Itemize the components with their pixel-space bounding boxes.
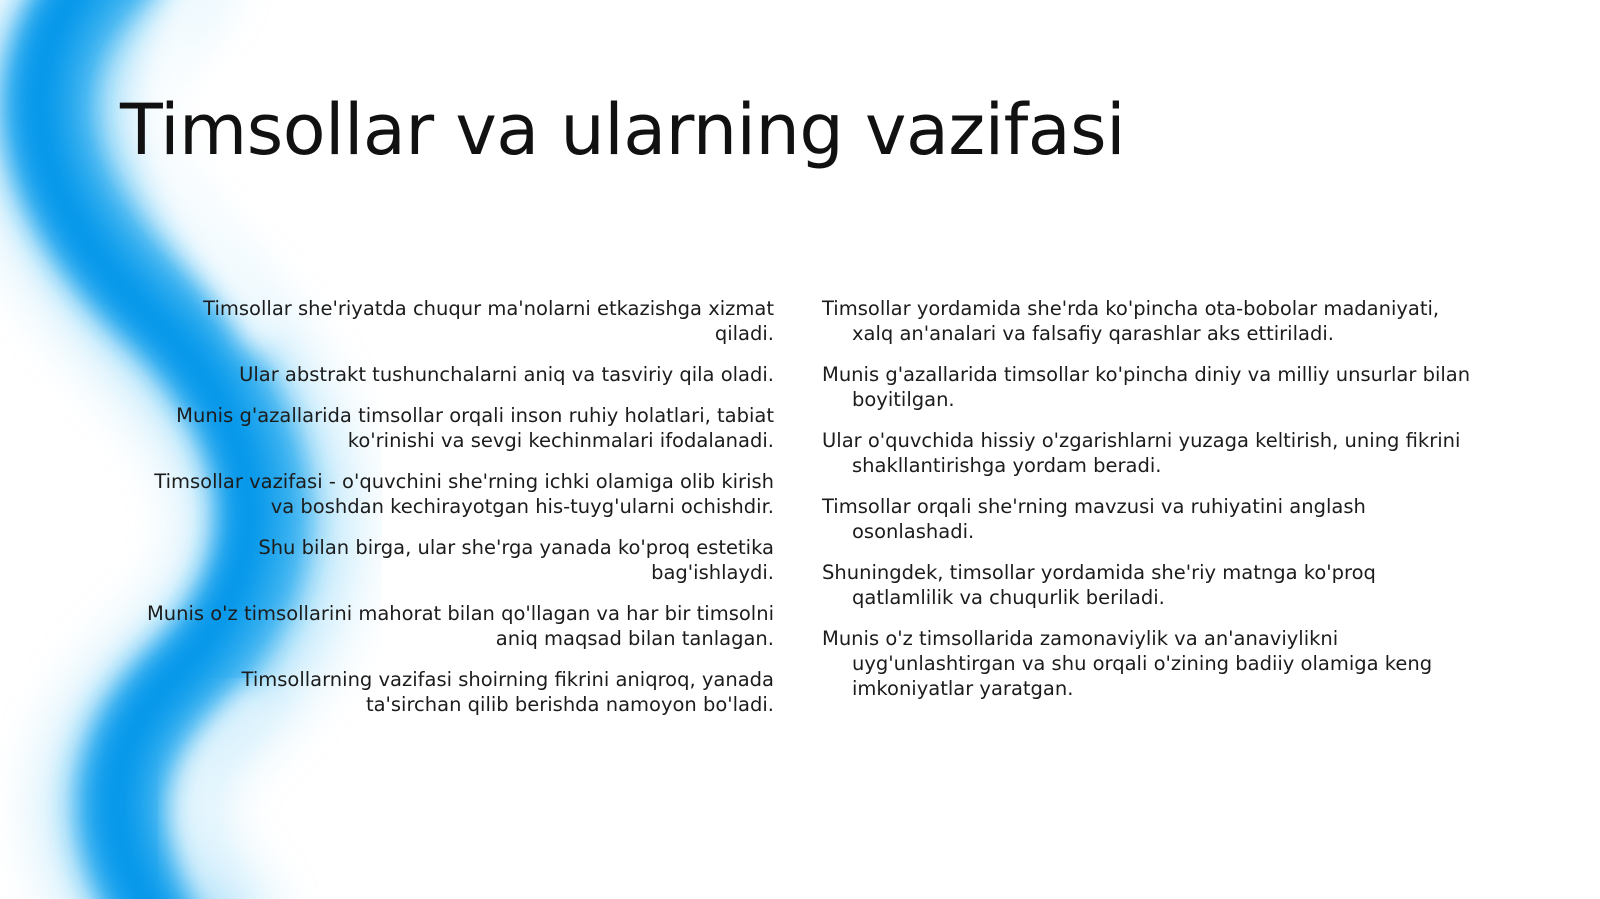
left-paragraph: Timsollar vazifasi - o'quvchini she'rning ichki olamiga olib kirish va boshdan kechirayotgan his-tuyg'ularni ochishdir. [154,470,774,518]
left-paragraph: Shu bilan birga, ular she'rga yanada ko'proq estetika bag'ishlaydi. [258,536,774,584]
right-paragraph: Munis g'azallarida timsollar ko'pincha diniy va milliy unsurlar bilan boyitilgan. [822,363,1471,411]
left-paragraph: Timsollarning vazifasi shoirning fikrini aniqroq, yanada ta'sirchan qilib berishda namoyon bo'ladi. [241,668,774,716]
left-paragraph: Timsollar she'riyatda chuqur ma'nolarni etkazishga xizmat qiladi. [203,297,774,345]
left-text-column [140,296,774,733]
right-paragraph: Timsollar yordamida she'rda ko'pincha ota-bobolar madaniyati, xalq an'analari va falsafiy qarashlar aks ettiriladi. [822,297,1440,345]
left-paragraph: Munis g'azallarida timsollar orqali inson ruhiy holatlari, tabiat ko'rinishi va sevgi kechinmalari ifodalanadi. [176,404,774,452]
right-paragraph: Ular o'quvchida hissiy o'zgarishlarni yuzaga keltirish, uning fikrini shakllantirishga yordam beradi. [822,429,1461,477]
left-paragraph: Munis o'z timsollarini mahorat bilan qo'llagan va har bir timsolni aniq maqsad bilan tanlagan. [146,602,774,650]
right-paragraph: Timsollar orqali she'rning mavzusi va ruhiyatini anglash osonlashadi. [822,495,1366,543]
slide-title: Timsollar va ularning vazifasi [120,89,1126,171]
right-paragraph: Shuningdek, timsollar yordamida she'riy matnga ko'proq qatlamlilik va chuqurlik beriladi. [822,561,1376,609]
right-paragraph: Munis o'z timsollarida zamonaviylik va an'anaviylikni uyg'unlashtirgan va shu orqali o'zining badiiy olamiga keng imkoniyatlar yaratgan. [822,627,1433,700]
left-paragraph: Ular abstrakt tushunchalarni aniq va tasviriy qila oladi. [239,363,774,386]
right-text-column [822,296,1482,717]
